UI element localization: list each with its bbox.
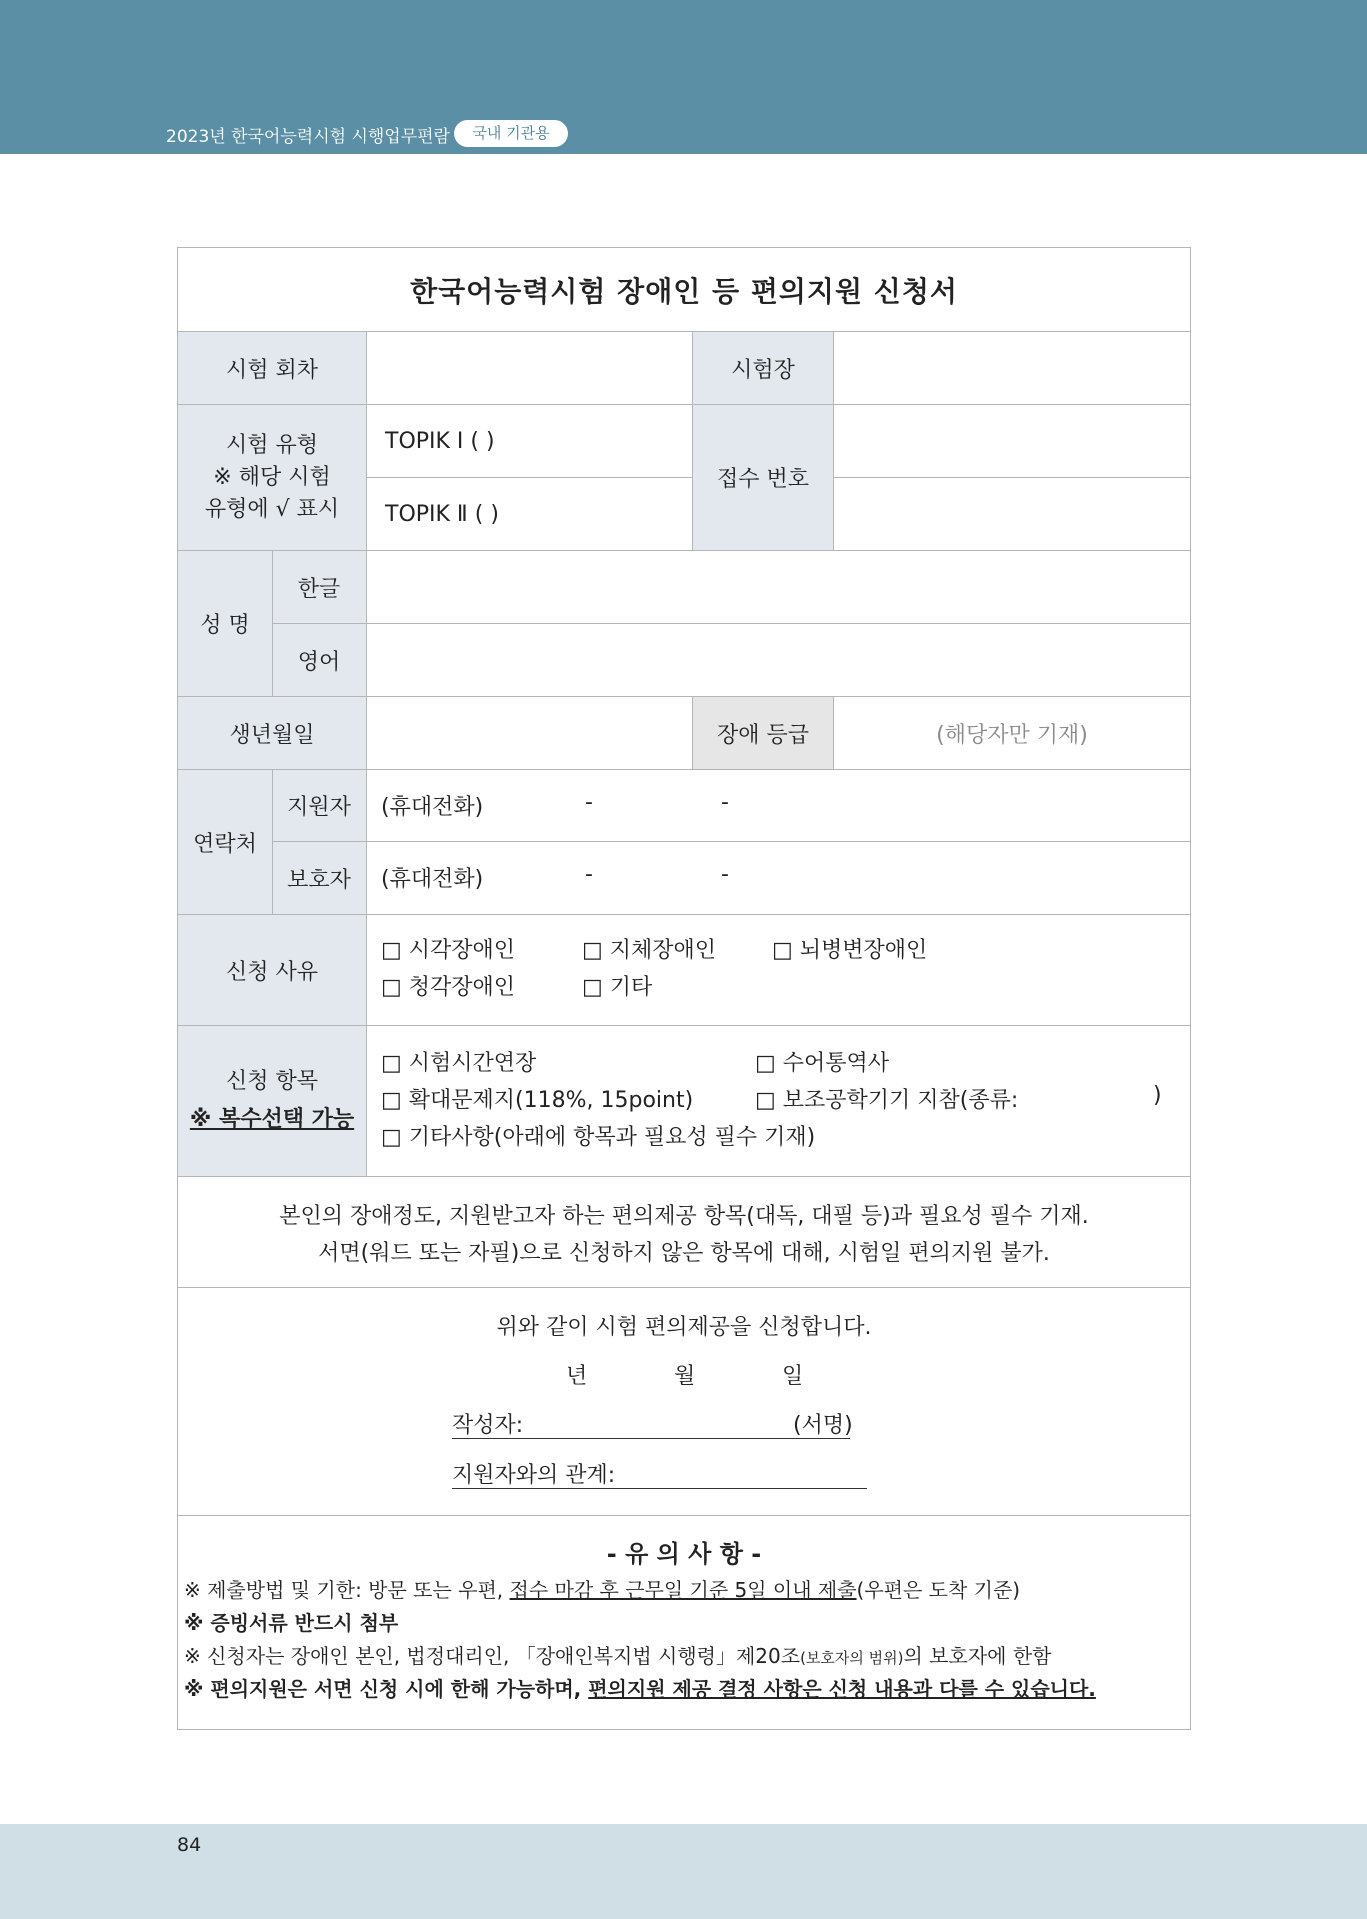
note-support-a: ※ 편의지원은 서면 신청 시에 한해 가능하며, [184,1677,589,1701]
exam-type-label-line: 시험 유형 [225,432,318,458]
grid-line [692,696,693,769]
instruction-line: 서면(워드 또는 자필)으로 신청하지 않은 항목에 대해, 시험일 편의지원 불가. [318,1241,1050,1266]
mobile-label: (휴대전화) [381,867,484,892]
dash: - [721,790,729,815]
note-applicant-c: 의 보호자에 한함 [903,1644,1052,1668]
instruction-block [178,1177,1190,1287]
grid-line [366,331,367,1176]
dash: - [721,862,729,887]
note-support-b: 편의지원 제공 결정 사항은 신청 내용과 다를 수 있습니다. [588,1677,1096,1701]
birthdate-field[interactable] [367,697,692,769]
guardian-phone-field[interactable] [367,842,1190,914]
reason-hearing-checkbox[interactable]: □ 청각장애인 [381,975,516,1000]
name-english-field[interactable] [367,624,1190,696]
grid-line [272,769,273,914]
disability-grade-field[interactable]: (해당자만 기재) [936,722,1088,748]
mobile-label: (휴대전화) [381,795,484,820]
dash: - [585,790,593,815]
year-label: 년 [566,1364,588,1389]
reason-options [367,915,1190,1025]
note-submission-c: (우편은 도착 기준) [856,1578,1021,1602]
reason-brain-lesion-checkbox[interactable]: □ 뇌병변장애인 [772,938,928,963]
note-support [184,1673,1096,1702]
item-assistive-device-close: ) [1153,1083,1162,1108]
item-other-checkbox[interactable]: □ 기타사항(아래에 항목과 필요성 필수 기재) [381,1125,816,1150]
exam-round-label: 시험 회차 [178,332,366,404]
receipt-number-field[interactable] [834,405,1190,477]
guardian-label: 보호자 [272,842,366,914]
application-form [177,247,1191,1730]
grid-line [272,550,273,696]
applicant-phone-field[interactable] [367,770,1190,841]
grid-line [692,331,693,550]
exam-round-field[interactable] [367,332,692,404]
name-korean-field[interactable] [367,551,1190,623]
name-korean-label: 한글 [272,551,366,623]
exam-type-label [178,405,366,550]
declaration-block [178,1288,1190,1515]
form-title: 한국어능력시험 장애인 등 편의지원 신청서 [410,274,958,308]
item-assistive-device-checkbox[interactable]: □ 보조공학기기 지참(종류: [755,1088,1019,1113]
author-signature-line[interactable] [452,1438,850,1439]
receipt-number-field-2[interactable] [834,478,1190,550]
topik1-option[interactable]: TOPIK Ⅰ ( ) [385,428,495,454]
relation-label: 지원자와의 관계: [452,1463,616,1488]
topik2-option[interactable]: TOPIK Ⅱ ( ) [385,501,499,527]
instruction-line: 본인의 장애정도, 지원받고자 하는 편의제공 항목(대독, 대필 등)과 필요성 필수 기재. [279,1204,1089,1229]
exam-site-field[interactable] [834,332,1190,404]
notes-block [178,1516,1190,1729]
applicant-label: 지원자 [272,770,366,841]
note-applicant-a: ※ 신청자는 장애인 본인, 법정대리인, 「장애인복지법 시행령」제20조 [184,1644,801,1668]
declaration-text: 위와 같이 시험 편의제공을 신청합니다. [496,1315,872,1340]
note-applicant [184,1640,1051,1669]
grid-line [833,331,834,550]
grid-line [833,696,834,769]
items-label [178,1026,366,1176]
signature-label: (서명) [793,1413,853,1438]
exam-type-label-line: ※ 해당 시험 [213,464,331,490]
note-documents: ※ 증빙서류 반드시 첨부 [184,1611,399,1635]
item-enlarged-paper-checkbox[interactable]: □ 확대문제지(118%, 15point) [381,1088,694,1113]
page-number: 84 [177,1834,202,1856]
reason-physical-checkbox[interactable]: □ 지체장애인 [582,938,717,963]
header-title: 2023년 한국어능력시험 시행업무편람 [166,127,450,147]
footer-band [0,1824,1367,1919]
item-extended-time-checkbox[interactable]: □ 시험시간연장 [381,1051,537,1076]
note-applicant-b: (보호자의 범위) [800,1649,904,1667]
note-submission-b: 접수 마감 후 근무일 기준 5일 이내 제출 [509,1578,857,1602]
author-label: 작성자: [452,1413,524,1438]
note-submission [184,1574,1020,1603]
header-badge: 국내 기관용 [454,120,568,147]
notes-title: - 유 의 사 항 - [606,1540,762,1568]
item-sign-interpreter-checkbox[interactable]: □ 수어통역사 [755,1051,890,1076]
dash: - [585,862,593,887]
items-sublabel: ※ 복수선택 가능 [189,1107,355,1132]
note-submission-a: ※ 제출방법 및 기한: 방문 또는 우편, [184,1578,510,1602]
items-options [367,1026,1190,1176]
name-english-label: 영어 [272,624,366,696]
day-label: 일 [782,1364,804,1389]
reason-other-checkbox[interactable]: □ 기타 [582,975,653,1000]
relation-line[interactable] [452,1488,867,1489]
month-label: 월 [674,1364,696,1389]
contact-label: 연락처 [178,770,272,914]
exam-type-label-line: 유형에 √ 표시 [204,496,340,522]
receipt-number-label: 접수 번호 [693,405,833,550]
name-label: 성 명 [178,551,272,696]
birthdate-label: 생년월일 [178,697,366,769]
items-label-text: 신청 항목 [225,1069,318,1094]
reason-label: 신청 사유 [178,915,366,1025]
disability-grade-label: 장애 등급 [693,697,833,769]
reason-visual-checkbox[interactable]: □ 시각장애인 [381,938,516,963]
exam-site-label: 시험장 [693,332,833,404]
